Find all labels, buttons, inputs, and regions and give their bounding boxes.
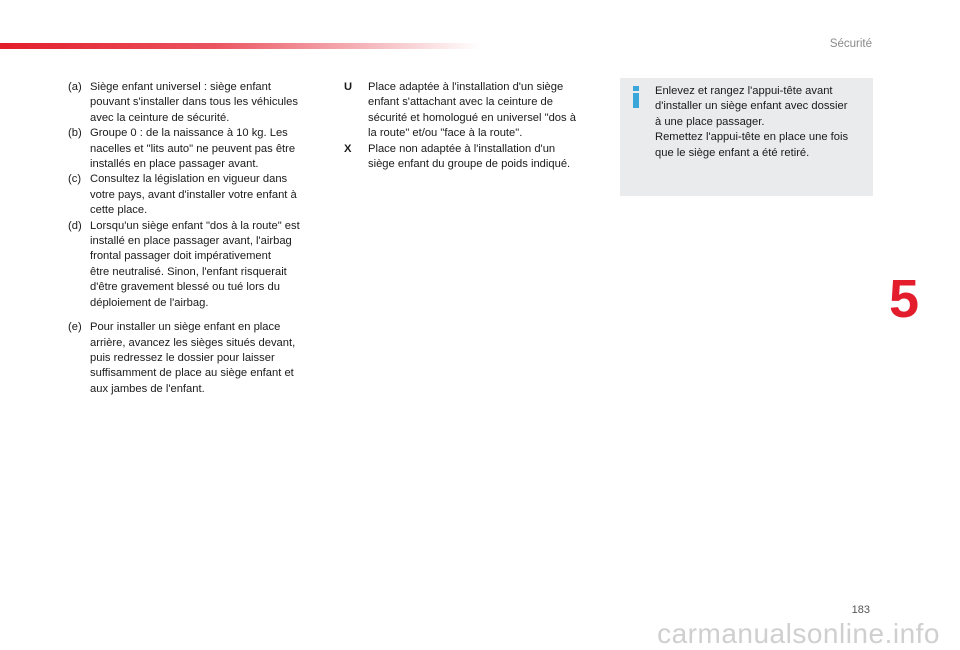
footnote-c bbox=[68, 172, 330, 218]
footnote-key: (e) bbox=[68, 321, 82, 334]
footnote-key: (a) bbox=[68, 81, 82, 93]
legend-key: X bbox=[344, 142, 352, 155]
info-text: Enlevez et rangez l'appui-tête avant d'installer un siège enfant avec dossier à une place passager. Remettez l'appui-tête en place une fois que le siège enfant a été retiré. bbox=[655, 85, 849, 159]
footnotes-column bbox=[68, 80, 330, 397]
legend-column bbox=[344, 80, 599, 172]
legend-text: Place adaptée à l'installation d'un siège enfant s'attachant avec la ceinture de sécurité et homologué en universel "dos à la route" et/ou "face à la route". bbox=[368, 81, 576, 140]
footnote-a bbox=[68, 80, 330, 126]
legend-item-u bbox=[344, 80, 599, 142]
watermark: carmanualsonline.info bbox=[657, 618, 940, 649]
footnote-text: Groupe 0 : de la naissance à 10 kg. Les nacelles et "lits auto" ne peuvent pas être installés en place passager avant. bbox=[90, 127, 296, 171]
footnote-text: Siège enfant universel : siège enfant pouvant s'installer dans tous les véhicules avec la ceinture de sécurité. bbox=[90, 81, 298, 124]
footnote-key: (b) bbox=[68, 127, 82, 140]
legend-item-x bbox=[344, 142, 599, 173]
legend-text: Place non adaptée à l'installation d'un siège enfant du groupe de poids indiqué. bbox=[368, 142, 571, 171]
info-box bbox=[620, 78, 873, 196]
info-icon bbox=[630, 86, 642, 108]
footnote-text: Consultez la législation en vigueur dans votre pays, avant d'installer votre enfant à cette place. bbox=[90, 173, 297, 217]
section-title: Sécurité bbox=[829, 38, 872, 50]
page-number: 183 bbox=[851, 604, 870, 616]
legend-key: U bbox=[344, 81, 353, 93]
footnote-text: Lorsqu'un siège enfant "dos à la route" est installé en place passager avant, l'airbag frontal passager doit impérativement être neutralisé. Sinon, l'enfant risquerait d'être gravement blessé ou tué lors du déploiement de l'airbag. bbox=[90, 219, 300, 309]
footnote-e bbox=[68, 320, 330, 397]
footnote-b bbox=[68, 126, 330, 172]
header-accent-bar bbox=[0, 43, 480, 49]
footnote-key: (d) bbox=[68, 219, 82, 232]
chapter-number: 5 bbox=[889, 269, 920, 329]
footnote-text: Pour installer un siège enfant en place arrière, avancez les sièges situés devant, puis redressez le dossier pour laisser suffisamment de place au siège enfant et aux jambes de l'enfant. bbox=[90, 321, 296, 395]
footnote-key: (c) bbox=[68, 173, 82, 186]
footnote-d bbox=[68, 219, 330, 311]
